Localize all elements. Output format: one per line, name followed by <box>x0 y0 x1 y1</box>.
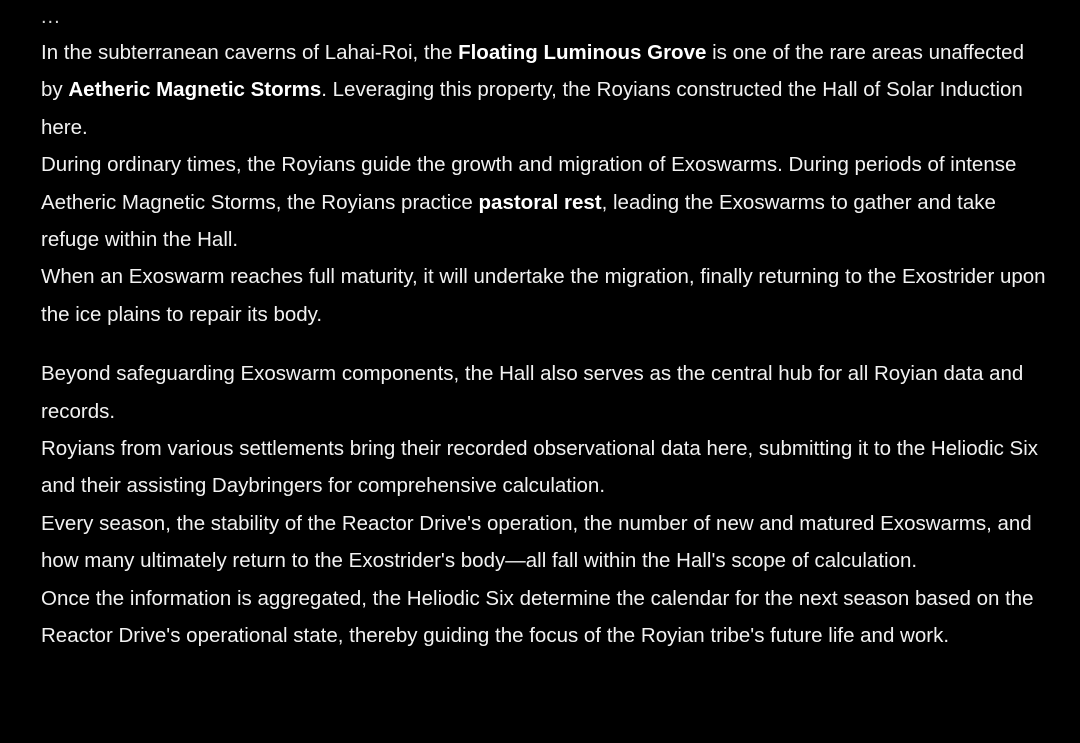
document-body <box>41 0 1046 655</box>
paragraph-central-hub: Beyond safeguarding Exoswarm components, the Hall also serves as the central hub for all Royian data and records. <box>41 362 1024 423</box>
paragraph-exoswarm-migration <box>41 146 1046 258</box>
paragraph-exoswarm-maturity: When an Exoswarm reaches full maturity, it will undertake the migration, finally returning to the Exostrider upon the ice plains to repair its body. <box>41 265 1046 326</box>
paragraph-settlement-data: Royians from various settlements bring their recorded observational data here, submitting it to the Heliodic Six and their assisting Daybringers for comprehensive calculation. <box>41 437 1039 498</box>
text: is one of the rare areas unaffected by <box>41 41 1024 102</box>
text: , leading the Exoswarms to gather and take refuge within the Hall. <box>41 190 996 252</box>
bold-term-floating-luminous-grove: Floating Luminous Grove <box>458 41 707 64</box>
paragraph-season-calculation: Every season, the stability of the Reactor Drive's operation, the number of new and matured Exoswarms, and how many ultimately return to the Exostrider's body—all fall within the Hall's scope of calculation. <box>41 511 1032 573</box>
ellipsis: ... <box>41 6 61 28</box>
bold-term-aetheric-magnetic-storms: Aetheric Magnetic Storms <box>68 78 322 102</box>
bold-term-pastoral-rest: pastoral rest <box>478 190 602 214</box>
section-gap <box>41 333 1046 355</box>
text: During ordinary times, the Royians guide the growth and migration of Exoswarms. During periods of intense Aetheric Magnetic Storms, the Royians practice <box>41 153 1017 214</box>
text: . Leveraging this property, the Royians constructed the Hall of Solar Induction here. <box>41 78 1023 139</box>
text: In the subterranean caverns of Lahai-Roi, the <box>41 41 459 64</box>
paragraph-floating-grove <box>41 34 1046 146</box>
paragraph-calendar: Once the information is aggregated, the Heliodic Six determine the calendar for the next season based on the Reactor Drive's operational state, thereby guiding the focus of the Royian tribe's future life and work. <box>41 586 1034 648</box>
